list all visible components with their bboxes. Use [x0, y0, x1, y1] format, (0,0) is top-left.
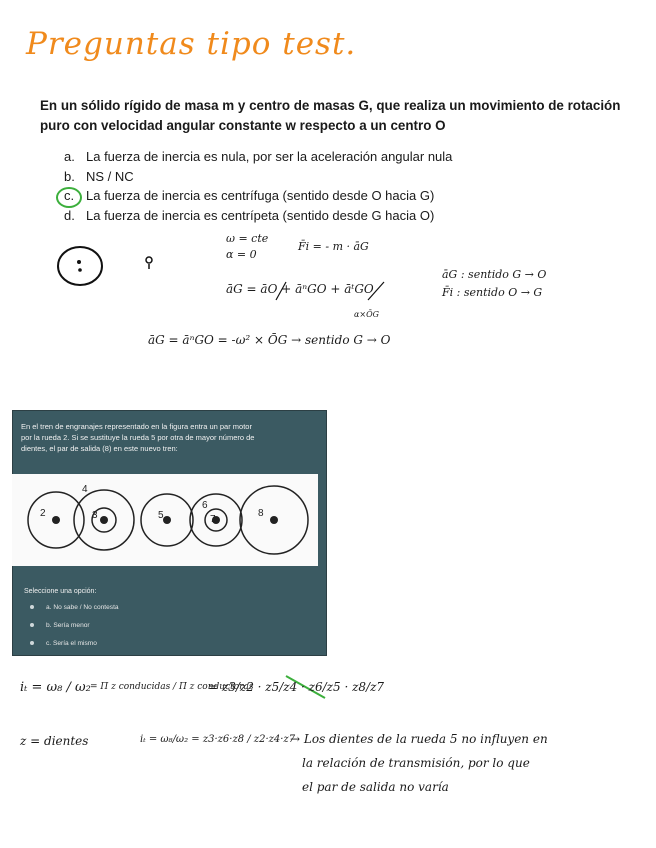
option-letter: b. [64, 168, 75, 184]
note-alpha: α = 0 [226, 248, 257, 261]
note-ag-dir: āG : sentido G → O [442, 268, 547, 281]
formula-z-def: z = dientes [20, 734, 89, 748]
question-text: En un sólido rígido de masa m y centro de masas G, que realiza un movimiento de rotación puro con velocidad angular constante w respecto a un centro O [40, 98, 621, 133]
note-fi-dir: F̄i : sentido O → G [442, 286, 543, 299]
gear-label: 4 [82, 484, 88, 495]
screenshot-choose-label: Seleccione una opción: [24, 588, 97, 595]
gear-label: 2 [40, 508, 46, 519]
screenshot-option-text: c. Sería el mismo [46, 640, 97, 647]
option-text: La fuerza de inercia es nula, por ser la aceleración angular nula [86, 149, 453, 164]
option-text: NS / NC [86, 168, 134, 184]
option-letter: a. [64, 149, 75, 164]
gear-train-diagram [12, 474, 318, 566]
formula-it2: iₜ = ω₈/ω₂ = z3·z6·z8 / z2·z4·z7 [140, 734, 296, 745]
gear-label: 8 [258, 508, 264, 519]
option-letter: c. [64, 188, 75, 203]
page-title: Preguntas tipo test. [26, 26, 357, 62]
gear-label: 5 [158, 510, 164, 521]
point-o-inner [78, 268, 82, 272]
formula-it-lhs: iₜ = ω₈ / ω₂ [20, 680, 91, 695]
option-letter: d. [64, 207, 75, 223]
conclusion-line-1: → Los dientes de la rueda 5 no influyen en [290, 732, 548, 746]
screenshot-option [30, 622, 90, 629]
screenshot-option [30, 604, 119, 611]
note-w-cte: ω = cte [226, 232, 269, 245]
rigid-body-sketch [58, 247, 102, 285]
formula-it-rhs: = z3/z2 · z5/z4 · z6/z5 · z8/z7 [208, 680, 385, 694]
gear-label: 3 [92, 510, 98, 521]
note-ag-sum: āG = āO + āⁿGO + āᵗGO [226, 282, 374, 296]
conclusion-line-3: el par de salida no varía [302, 780, 449, 794]
formula-it-mid: = Π z conducidas / Π z conductoras [90, 682, 254, 692]
gear-label: 7 [210, 514, 216, 525]
screenshot-option-text: a. No sabe / No contesta [46, 604, 119, 611]
note-fi: F̄i = - m · āG [298, 240, 369, 253]
gear-label: 6 [202, 500, 208, 511]
center-o-icon [146, 257, 152, 263]
screenshot-prompt: En el tren de engranajes representado en la figura entra un par motor por la rueda 2. Si se sustituye la rueda 5 por otra de mayor número de dientes, el par de salida (8) en este nuevo tren: [21, 422, 255, 453]
screenshot-option-text: b. Sería menor [46, 622, 90, 629]
option-text: La fuerza de inercia es centrípeta (sentido desde G hacia O) [86, 207, 435, 223]
conclusion-line-2: la relación de transmisión, por lo que [302, 756, 530, 770]
screenshot-option [30, 640, 97, 647]
option-text: La fuerza de inercia es centrífuga (sentido desde O hacia G) [86, 188, 435, 203]
point-g [77, 260, 81, 264]
note-alpha-x: α×ŌG [354, 310, 380, 319]
note-ag-eq: āG = āⁿGO = -ω² × ŌG → sentido G → O [148, 333, 391, 347]
